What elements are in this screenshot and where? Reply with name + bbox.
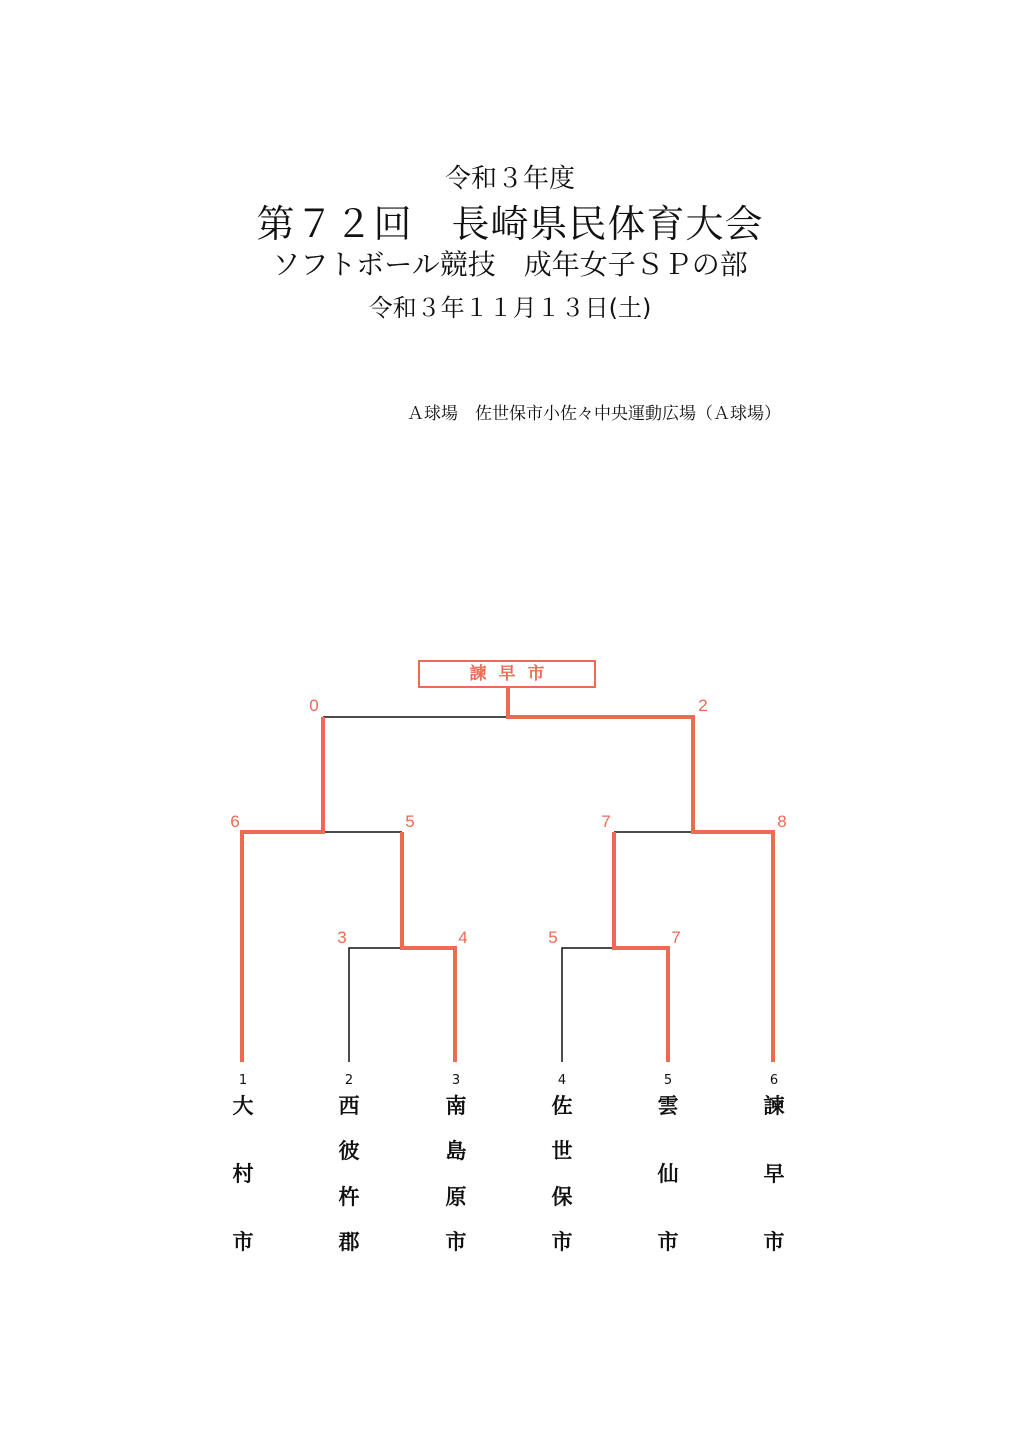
team-seed: 2 (344, 1073, 354, 1088)
team-name (436, 1094, 476, 1254)
score-semi-left-b: 5 (405, 812, 415, 831)
team-name-char: 保 (551, 1184, 573, 1209)
team-name-char: 佐 (551, 1094, 573, 1118)
bracket-line-isahaya (508, 688, 773, 1062)
winner-lines (242, 688, 773, 1062)
score-final-b: 2 (698, 696, 708, 715)
team-name-char: 早 (763, 1162, 785, 1186)
team-name-char: 市 (232, 1230, 254, 1254)
team-sasebo (542, 1070, 582, 1254)
bracket-line-minamishimabara (402, 832, 455, 1062)
team-name-char: 郡 (338, 1229, 360, 1254)
team-name (754, 1094, 794, 1254)
team-name (223, 1094, 263, 1254)
score-semi-left-a: 6 (230, 812, 240, 831)
team-name-char: 南 (445, 1094, 467, 1118)
champion-box: 諫早市 (418, 660, 596, 688)
bracket-line-unzen (614, 832, 668, 1062)
team-name-char: 島 (445, 1139, 467, 1164)
team-seed: 6 (769, 1073, 779, 1088)
bracket-line-sasebo (562, 948, 614, 1062)
score-r1-left-b: 4 (458, 928, 468, 947)
team-name (542, 1094, 582, 1254)
team-name-char: 原 (445, 1184, 467, 1209)
team-name-char: 市 (763, 1230, 785, 1254)
team-name-char: 市 (445, 1229, 467, 1254)
team-name-char: 大 (232, 1094, 254, 1118)
team-name-char: 雲 (657, 1094, 679, 1118)
team-isahaya (754, 1070, 794, 1254)
team-name (329, 1094, 369, 1254)
score-final-a: 0 (309, 696, 319, 715)
loser-lines (323, 717, 693, 1062)
score-r1-right-a: 5 (548, 928, 558, 947)
score-semi-right-b: 8 (777, 812, 787, 831)
venue-label: Ａ球場 佐世保市小佐々中央運動広場（Ａ球場） (407, 404, 781, 424)
team-seed: 5 (663, 1073, 673, 1088)
division-title: ソフトボール競技 成年女子ＳＰの部 (272, 248, 748, 281)
team-name-char: 西 (338, 1094, 360, 1118)
team-nishisonogi (329, 1070, 369, 1254)
fiscal-year: 令和３年度 (444, 164, 575, 194)
page-title: 第７２回 長崎県民体育大会 (256, 202, 764, 246)
bracket-line-omura (242, 717, 323, 1062)
team-seed: 3 (451, 1073, 461, 1088)
team-name-char: 市 (551, 1229, 573, 1254)
team-name-char: 仙 (657, 1162, 679, 1186)
team-minamishimabara (436, 1070, 476, 1254)
team-name-char: 市 (657, 1230, 679, 1254)
team-omura (223, 1070, 263, 1254)
bracket-line-nishisonogi (349, 948, 402, 1062)
event-date: 令和３年１１月１３日(土) (368, 294, 652, 322)
team-name-char: 村 (232, 1162, 254, 1186)
team-seed: 1 (238, 1073, 248, 1088)
team-name-char: 世 (551, 1139, 573, 1164)
team-seed: 4 (557, 1073, 567, 1088)
score-r1-left-a: 3 (337, 928, 347, 947)
team-name (648, 1094, 688, 1254)
team-name-char: 彼 (338, 1139, 360, 1164)
score-semi-right-a: 7 (601, 812, 611, 831)
team-unzen (648, 1070, 688, 1254)
team-name-char: 杵 (338, 1184, 360, 1209)
score-r1-right-b: 7 (671, 928, 681, 947)
team-name-char: 諫 (763, 1094, 785, 1118)
